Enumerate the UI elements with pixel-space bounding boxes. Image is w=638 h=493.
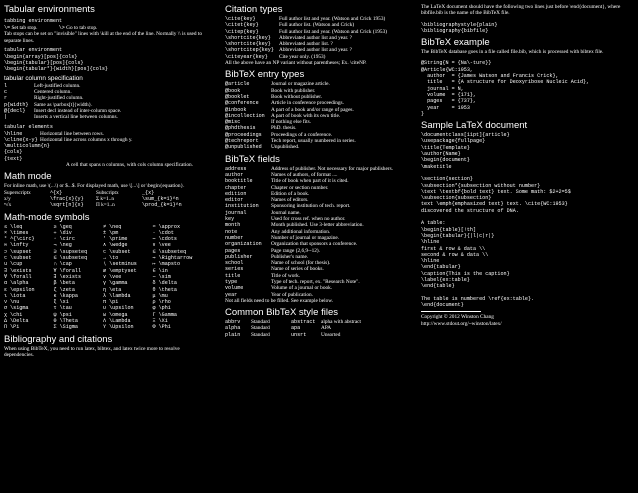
math-symbol: κ \kappa xyxy=(53,292,78,299)
kv-value: Proceedings of a conference. xyxy=(271,131,333,138)
kv-key: @incollection xyxy=(225,112,265,119)
bibtex-code xyxy=(421,60,633,117)
kv-value: Edition of a book. xyxy=(271,190,310,197)
kv-key: month xyxy=(225,222,241,229)
fields-list xyxy=(225,166,405,298)
copyright: Copyright © 2012 Winston Chang xyxy=(421,314,494,321)
math-symbol: ≤ \leq xyxy=(4,223,23,230)
kv-value: Name of school (for thesis). xyxy=(271,260,331,267)
math-symbol: ∃ \exists xyxy=(4,267,32,274)
kv-key: \cite{key} xyxy=(225,16,256,22)
math-symbol: ⊆ \subseteq xyxy=(53,255,88,262)
kv-key: | xyxy=(4,114,8,121)
kv-key: institution xyxy=(225,203,259,210)
kv-key: @techreport xyxy=(225,138,259,145)
math-symbol: μ \mu xyxy=(152,292,168,299)
math-symbol: ∩ \cap xyxy=(53,261,72,268)
kv-value: Insert decl instead of inter-column space. xyxy=(34,107,122,114)
math-symbol: ⊃ \supset xyxy=(4,248,32,255)
kv-value: Publisher's name. xyxy=(271,253,309,260)
kv-value: Unpublished. xyxy=(271,144,300,151)
colspec-title: tabular column specification xyxy=(4,74,83,82)
biblio-intro: When using BibTeX, you need to run latex, bibtex, and latex twice more to resolve dependencies. xyxy=(4,345,180,358)
math-cell: Π k=1..n xyxy=(96,202,115,209)
kv-value: Centered column. xyxy=(34,89,72,96)
math-symbol: φ \phi xyxy=(152,305,171,312)
code-line: \begin{tabular}{|l|c|r|} xyxy=(421,232,495,239)
math-symbol: ⊂ \subset xyxy=(103,248,131,255)
math-symbol: ∧ \wedge xyxy=(103,242,128,249)
kv-value: Volume of a journal or book. xyxy=(271,285,333,292)
kv-value: A part of a book and/or range of pages. xyxy=(271,106,354,113)
url: http://www.stdout.org/~winston/latex/ xyxy=(421,320,502,327)
code-line: journal = N, xyxy=(421,85,464,92)
math-cell: \frac{x}{y} xyxy=(50,195,84,202)
tabbing-title: tabbing environment xyxy=(4,18,63,24)
math-symbol: ¬ \neg xyxy=(53,242,72,249)
math-symbol: · \cdot xyxy=(152,229,174,236)
math-symbol: ⊇ \supseteq xyxy=(53,248,88,255)
code-line: \author{Name} xyxy=(421,151,461,158)
math-intro: For inline math, use \(...\) or $...$. For displayed math, use \[...\] or \begin{equation}. xyxy=(4,183,185,190)
math-symbol: λ \lambda xyxy=(103,292,131,299)
kv-key: @inbook xyxy=(225,106,247,113)
kv-value: Names of editors. xyxy=(271,197,309,204)
math-symbol: ◦ \circ xyxy=(53,236,75,243)
code-line: \hline xyxy=(421,239,440,246)
kv-value: Organization that sponsors a conference. xyxy=(271,241,358,248)
multicolumn-note: A cell that spans n columns, with cols column specification. xyxy=(66,162,193,169)
styles-title: Common BibTeX style files xyxy=(225,307,338,319)
tabular-env-line: \begin{tabular*}{width}[pos]{cols} xyxy=(4,66,108,73)
math-cell: _{x} xyxy=(142,189,155,196)
math-cell: Σ k=1..n xyxy=(96,195,114,202)
math-symbol: Λ \Lambda xyxy=(103,317,131,324)
code-line: pages = {737}, xyxy=(421,98,477,105)
kv-value: A part of book with its own title. xyxy=(271,112,341,119)
math-symbol: Ξ \Xi xyxy=(152,317,168,324)
math-symbol: × \times xyxy=(4,229,29,236)
kv-key: @book xyxy=(225,87,241,94)
column-3 xyxy=(421,4,633,327)
tabbing-line: \= Set tab stop. \> Go to tab stop. xyxy=(4,25,98,31)
math-symbol: υ \upsilon xyxy=(103,305,134,312)
kv-key: \shortcite{key} xyxy=(225,34,271,41)
math-symbol: ω \omega xyxy=(103,311,128,318)
code-line: year = 1953 xyxy=(421,104,470,111)
math-symbol: σ \sigma xyxy=(4,305,29,312)
math-symbol: ∨ \vee xyxy=(152,242,171,249)
math-cell: Superscriptx xyxy=(4,189,31,196)
kv-key: \citeyear{key} xyxy=(225,53,268,60)
code-line: author = {James Watson and Francis Crick}, xyxy=(421,73,559,80)
math-symbol: χ \chi xyxy=(4,311,23,318)
style-cell: Standard xyxy=(251,331,270,338)
kv-key: editor xyxy=(225,197,244,204)
code-line: \title{Template} xyxy=(421,144,470,151)
kv-value: Used for cross ref. when no author. xyxy=(271,216,346,223)
kv-value: Journal name. xyxy=(271,209,301,216)
elements-list xyxy=(4,131,202,162)
tabbing-note: Tab stops can be set on "invisible" lines with \kill at the end of the line. Normally \\ is used to separate lines. xyxy=(4,31,202,44)
kv-key: edition xyxy=(225,190,247,197)
kv-value: Horizontal line between rows. xyxy=(40,130,104,137)
code-line: \maketitle xyxy=(421,163,452,170)
math-symbol: ⇒ \Rightarrow xyxy=(152,255,193,262)
mathsym-title: Math-mode symbols xyxy=(4,211,90,223)
kv-value: Title of work. xyxy=(271,272,301,279)
kv-key: \citep{key} xyxy=(225,28,259,35)
kv-value: Book with publisher. xyxy=(271,87,316,94)
kv-value: Journal or magazine article. xyxy=(271,81,330,88)
style-cell: Standard xyxy=(251,319,270,326)
kv-key: school xyxy=(225,260,244,267)
math-symbol: τ \tau xyxy=(53,305,72,312)
math-symbol: ν \nu xyxy=(4,299,20,306)
math-symbol: ∼ \sim xyxy=(152,273,171,280)
math-symbol: γ \gamma xyxy=(103,280,128,287)
kv-value: Cite year only. (1953) xyxy=(279,53,326,60)
kv-key: @booklet xyxy=(225,93,250,100)
code-line: \end{document} xyxy=(421,302,464,309)
math-symbol: ≥ \geq xyxy=(53,223,72,230)
math-row xyxy=(4,202,202,208)
kv-value: Same as \parbox[t]{width}. xyxy=(34,101,93,108)
math-symbol: ⊂ \subset xyxy=(4,255,32,262)
kv-value: Year of publication. xyxy=(271,291,313,298)
colspec-list xyxy=(4,83,202,121)
fields-title: BibTeX fields xyxy=(225,153,280,165)
code-line: text \emph{emphasized text} text. \cite{WC:1953} xyxy=(421,201,568,208)
kv-key: \shortcite{key} xyxy=(225,41,271,48)
math-symbol: α \alpha xyxy=(4,280,29,287)
math-cell: \prod_{k=1}^n xyxy=(142,202,182,209)
kv-value: Book without publisher. xyxy=(271,93,323,100)
footer-divider xyxy=(421,311,481,312)
styles-grid xyxy=(225,319,405,338)
code-line: \label{ex:table} xyxy=(421,276,470,283)
kv-key: number xyxy=(225,234,244,241)
elements-title: tabular elements xyxy=(4,123,53,130)
kv-key: organization xyxy=(225,241,262,248)
math-symbol: ± \pm xyxy=(103,229,119,236)
kv-key: volume xyxy=(225,285,244,292)
math-symbol: Π \Pi xyxy=(4,324,20,331)
kv-key: address xyxy=(225,165,247,172)
column-2 xyxy=(225,4,405,338)
kv-value: Page range (2,6,9--12). xyxy=(271,247,320,254)
code-line: \begin{document} xyxy=(421,157,470,164)
citation-list xyxy=(225,16,405,60)
kv-key: type xyxy=(225,278,238,285)
kv-value: Sponsoring institution of tech. report. xyxy=(271,203,351,210)
math-symbol: Γ \Gamma xyxy=(152,311,177,318)
style-row xyxy=(225,332,405,338)
math-symbol: Δ \Delta xyxy=(4,317,29,324)
kv-value: Horizontal line across columns x through y. xyxy=(40,136,133,143)
math-symbol: ρ \rho xyxy=(152,299,171,306)
code-line: \hline xyxy=(421,258,440,265)
kv-key: @article xyxy=(225,81,250,88)
code-line: \subsection*{subsection without number} xyxy=(421,182,541,189)
tabular-env-line: \begin{tabular}[pos]{cols} xyxy=(4,60,84,67)
tabular-env-line: \begin{array}[pos]{cols} xyxy=(4,53,78,60)
kv-key: \shortcitep{key} xyxy=(225,47,274,54)
math-symbol: ψ \psi xyxy=(53,311,72,318)
math-symbol: ÷ \div xyxy=(53,229,72,236)
kv-key: chapter xyxy=(225,184,247,191)
kv-value: If nothing else fits. xyxy=(271,119,312,126)
math-symbol: ∀ \forall xyxy=(53,267,82,274)
code-line: \text \textbf{bold text} text. Some math: $2+2=5$ xyxy=(421,188,571,195)
math-symbol: ∈ \in xyxy=(152,267,168,274)
kv-key: @phdthesis xyxy=(225,125,256,132)
example-title: BibTeX example xyxy=(421,37,490,49)
math-symbol: ⊆ \subseteq xyxy=(152,248,187,255)
code-line: title = {A structure for Deoxyribose Nucleic Acid}, xyxy=(421,79,590,86)
math-symbol: ∅ \emptyset xyxy=(103,267,137,274)
kv-value: Name of series of books. xyxy=(271,266,324,273)
kv-value: Any additional information. xyxy=(271,228,331,235)
math-title: Math mode xyxy=(4,171,52,183)
biblio-title: Bibliography and citations xyxy=(4,333,113,345)
kv-value: Abbreviated author list. ? xyxy=(279,41,333,48)
math-cell: x/y xyxy=(4,195,11,202)
math-symbol: Φ \Phi xyxy=(152,324,171,331)
bib-line: \bibliographystyle{plain} xyxy=(421,21,498,28)
kv-value: Full author list. (Watson and Crick) xyxy=(279,22,355,29)
math-cell: ^{x} xyxy=(50,189,63,196)
kv-key: @unpublished xyxy=(225,144,262,151)
kv-key: \citet{key} xyxy=(225,22,259,29)
kv-key: \hline xyxy=(4,130,23,137)
kv-value: Full author list and year. (Watson and Crick 1953) xyxy=(279,16,386,22)
bib-line: \bibliography{bibfile} xyxy=(421,27,489,34)
code-line: A table: xyxy=(421,220,446,227)
fields-note: Not all fields need to be filled. See example below. xyxy=(225,297,334,304)
math-cell: ⁿ√x xyxy=(4,202,12,209)
math-symbol: → \to xyxy=(103,255,119,262)
code-line: \caption{This is the caption} xyxy=(421,270,510,277)
math-symbol: ξ \xi xyxy=(53,299,69,306)
kv-value: Abbreviated author list and year. ? xyxy=(279,34,352,41)
kv-value: Address of publisher. Not necessary for major publishers. xyxy=(271,165,393,172)
style-cell: unsrt xyxy=(291,331,307,338)
sample-code xyxy=(421,132,633,308)
example-intro: The BibTeX database goes in a file called file.bib, which is processed with bibtex file. xyxy=(421,49,604,56)
style-cell: abbrv xyxy=(225,319,241,326)
kv-key: booktitle xyxy=(225,178,253,185)
kv-row xyxy=(225,144,405,150)
kv-key: @proceedings xyxy=(225,131,262,138)
math-symbol: ∃ \exists xyxy=(53,273,82,280)
math-symbol: ≈ \approx xyxy=(152,223,181,230)
kv-key: @conference xyxy=(225,100,259,107)
kv-key: note xyxy=(225,228,238,235)
kv-value: Tech report, usually numbered in series. xyxy=(271,138,356,145)
kv-value: Type of tech. report, ex. "Research Note". xyxy=(271,278,360,285)
math-symbol: ∀ \forall xyxy=(4,273,32,280)
math-symbol: ′ \prime xyxy=(103,236,128,243)
kv-key: journal xyxy=(225,209,247,216)
code-line: } xyxy=(421,110,425,117)
entry-title: BibTeX entry types xyxy=(225,69,305,81)
mathsym-grid xyxy=(4,224,202,331)
kv-value: Title of book when part of it is cited. xyxy=(271,178,349,185)
code-line: @String{N = {Na\-ture}} xyxy=(421,60,492,67)
math-symbol: β \beta xyxy=(53,280,75,287)
kv-key: p{width} xyxy=(4,101,29,108)
style-cell: APA xyxy=(321,325,332,332)
math-symbol: ° ^{\circ} xyxy=(4,236,35,243)
math-symbol: ∞ \infty xyxy=(4,242,29,249)
kv-row xyxy=(225,292,405,298)
kv-value: Article in conference proceedings. xyxy=(271,100,344,107)
kv-value: Left-justified column. xyxy=(34,82,81,89)
code-line: \usepackage{fullpage} xyxy=(421,138,486,145)
kv-key: pages xyxy=(225,247,241,254)
kv-key: title xyxy=(225,272,241,279)
style-cell: plain xyxy=(225,331,241,338)
code-line: The table is numbered \ref{ex:table}. xyxy=(421,295,535,302)
kv-key: \cline{x-y} xyxy=(4,136,38,143)
tabular-title: Tabular environments xyxy=(4,4,95,15)
code-line: \begin{table}[!th] xyxy=(421,226,477,233)
math-symbol: ≠ \neq xyxy=(103,223,122,230)
kv-key: author xyxy=(225,171,244,178)
kv-value: Inserts a vertical line between columns. xyxy=(34,114,118,121)
style-cell: alpha with abstract xyxy=(321,319,362,326)
math-symbol: ⋯ \cdots xyxy=(152,236,177,243)
math-cell: \sqrt[n]{x} xyxy=(50,202,84,209)
right-intro: The LaTeX document should have the following two lines just before \end{document}, where bibfile.bib is the name of the BibTeX file. xyxy=(421,4,621,17)
math-symbol: η \eta xyxy=(103,286,122,293)
code-line: \section{section} xyxy=(421,176,473,183)
code-line: \end{table} xyxy=(421,283,455,290)
math-symbol: θ \theta xyxy=(152,286,177,293)
kv-key: publisher xyxy=(225,253,253,260)
kv-value: Chapter or section number. xyxy=(271,184,329,191)
tabular-env-title: tabular environment xyxy=(4,46,63,53)
math-cell: \sum_{k=1}^n xyxy=(142,195,179,202)
entry-list xyxy=(225,81,405,150)
kv-row xyxy=(4,114,202,120)
style-cell: abstract xyxy=(291,319,316,326)
code-line: first & row & data \\ xyxy=(421,245,486,252)
kv-value xyxy=(40,143,202,162)
code-line: second & row & data \\ xyxy=(421,251,489,258)
math-symbol: π \pi xyxy=(103,299,119,306)
code-line: @Article{WC:1953, xyxy=(421,66,473,73)
kv-value: Abbreviated author list and year. ? xyxy=(279,47,352,54)
math-table xyxy=(4,190,202,209)
citation-note: All the above have an NP variant without parentheses; Ex. \citeNP. xyxy=(225,60,367,67)
math-cell: Subscriptx xyxy=(96,189,119,196)
kv-key: @misc xyxy=(225,119,241,126)
kv-key: series xyxy=(225,266,244,273)
code-line: \documentclass[11pt]{article} xyxy=(421,132,510,139)
style-cell: Unsorted xyxy=(321,331,341,338)
math-symbol: Θ \Theta xyxy=(53,317,78,324)
code-line: discovered the structure of DNA. xyxy=(421,207,519,214)
kv-key: key xyxy=(225,216,235,223)
kv-value: Right-justified column. xyxy=(34,95,84,102)
math-symbol: ↦ \mapsto xyxy=(152,261,181,268)
math-symbol: Υ \Upsilon xyxy=(103,324,134,331)
kv-key: \multicolumn{n}{cols}{text} xyxy=(4,143,50,162)
kv-row xyxy=(4,143,202,162)
kv-value: Month published. Use 3-letter abbreviation. xyxy=(271,222,364,229)
math-symbol: Σ \Sigma xyxy=(53,324,78,331)
code-line: \end{tabular} xyxy=(421,264,461,271)
kv-value: Number of journal or magazine. xyxy=(271,234,340,241)
kv-key: c xyxy=(4,89,8,96)
code-line: volume = {171}, xyxy=(421,91,477,98)
kv-key: @{decl} xyxy=(4,107,26,114)
kv-key: year xyxy=(225,291,238,298)
style-cell: alpha xyxy=(225,325,241,332)
kv-value: Full author list and year. (Watson and Crick (1953) xyxy=(279,28,387,35)
math-symbol: ∖ \setminus xyxy=(103,261,137,268)
kv-key: l xyxy=(4,82,8,89)
citation-title: Citation types xyxy=(225,4,283,15)
math-symbol: ε \epsilon xyxy=(4,286,35,293)
kv-key: r xyxy=(4,95,8,102)
math-symbol: ∨ \vee xyxy=(103,273,122,280)
sample-title: Sample LaTeX document xyxy=(421,120,528,132)
column-1 xyxy=(4,4,202,358)
math-symbol: ι \iota xyxy=(4,292,26,299)
math-symbol: ∪ \cup xyxy=(4,261,23,268)
kv-value: PhD. thesis. xyxy=(271,125,297,132)
math-symbol: ζ \zeta xyxy=(53,286,75,293)
code-line: \subsection{subsection} xyxy=(421,195,492,202)
math-symbol: δ \delta xyxy=(152,280,177,287)
style-cell: Standard xyxy=(251,325,270,332)
kv-value: Names of authors, of format .... xyxy=(271,171,338,178)
style-cell: apa xyxy=(291,325,301,332)
